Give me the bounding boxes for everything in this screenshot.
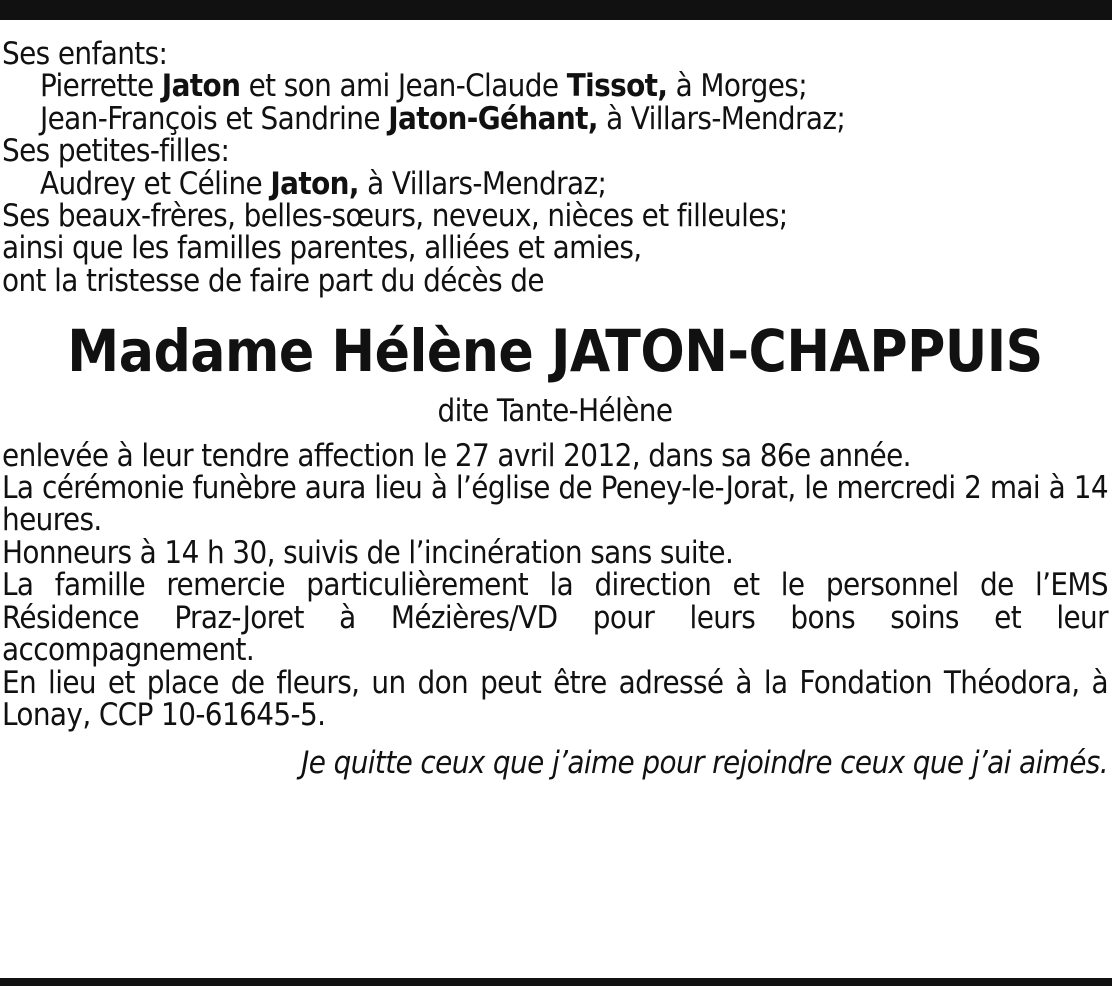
donation-text: En lieu et place de fleurs, un don peut être adressé à la Fondation Théodora, à Lonay, CCP 10-61645-5. xyxy=(2,664,1108,733)
child-line-1 xyxy=(2,68,1108,105)
relatives-line: ainsi que les familles parentes, alliées et amies, xyxy=(2,230,642,267)
deceased-nickname: dite Tante-Hélène xyxy=(437,393,673,430)
child1-first: Pierrette xyxy=(40,68,162,105)
death-notice xyxy=(2,38,1108,780)
announcement-line: ont la tristesse de faire part du décès de xyxy=(2,262,544,299)
child2-place: à Villars-Mendraz; xyxy=(597,100,846,137)
in-laws-line: Ses beaux-frères, belles-sœurs, neveux, nièces et filleules; xyxy=(2,198,788,235)
thanks-text: La famille remercie particulièrement la direction et le personnel de l’EMS Résidence Praz-Joret à Mézières/VD pour leurs bons soins et leur accompagnement. xyxy=(2,567,1108,669)
grandchildren-last: Jaton, xyxy=(270,165,359,202)
child1-mid: et son ami Jean-Claude xyxy=(240,68,567,105)
child-line-2 xyxy=(2,100,1108,137)
children-heading: Ses enfants: xyxy=(2,36,168,72)
ceremony-text: La cérémonie funèbre aura lieu à l’église de Peney-le-Jorat, le mercredi 2 mai à 14 heures. xyxy=(2,470,1108,539)
bottom-rule xyxy=(0,978,1112,986)
child2-last: Jaton-Géhant, xyxy=(388,100,598,137)
honours-text: Honneurs à 14 h 30, suivis de l’incinération sans suite. xyxy=(2,534,734,571)
death-date-text: enlevée à leur tendre affection le 27 avril 2012, dans sa 86e année. xyxy=(2,437,911,474)
closing-quote: Je quitte ceux que j’aime pour rejoindre ceux que j’ai aimés. xyxy=(301,745,1108,782)
grandchildren-first: Audrey et Céline xyxy=(40,165,271,202)
deceased-name: Madame Hélène JATON-CHAPPUIS xyxy=(67,317,1043,386)
grandchildren-heading: Ses petites-filles: xyxy=(2,133,230,170)
child1-last: Jaton xyxy=(161,68,241,105)
grandchildren-line xyxy=(2,165,1108,202)
grandchildren-place: à Villars-Mendraz; xyxy=(358,165,607,202)
child1-partner-last: Tissot, xyxy=(566,68,668,105)
child1-place: à Morges; xyxy=(667,68,808,105)
child2-first: Jean-François et Sandrine xyxy=(40,100,389,137)
top-rule xyxy=(0,0,1112,20)
